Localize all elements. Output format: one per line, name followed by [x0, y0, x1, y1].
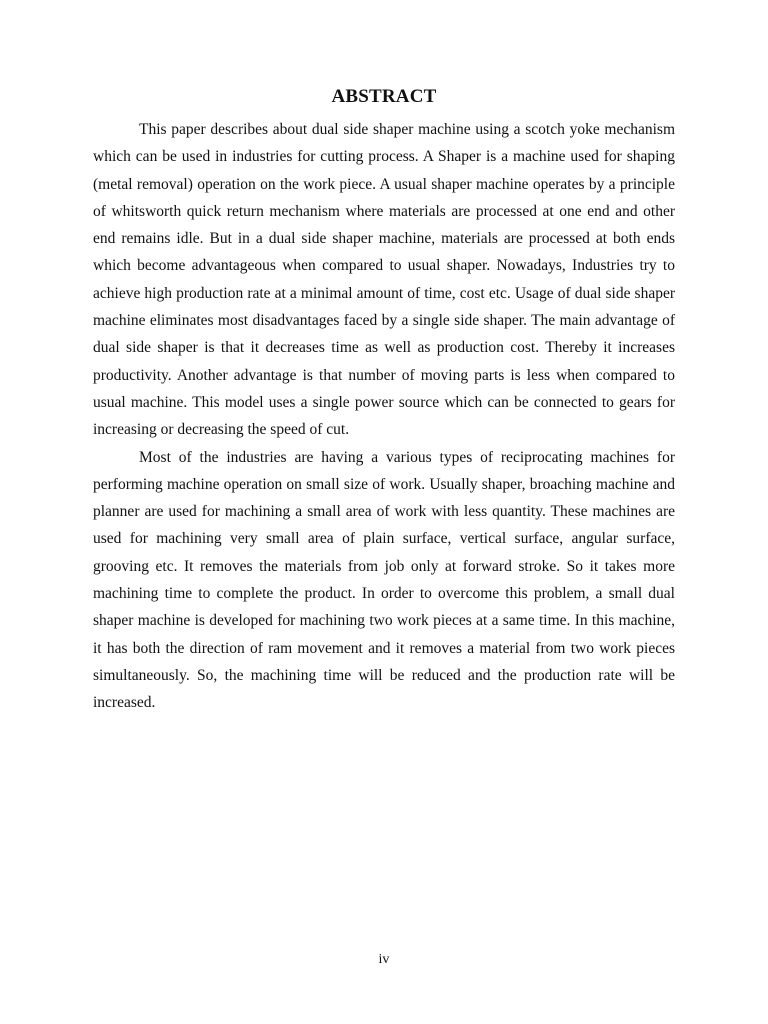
abstract-paragraph-1: This paper describes about dual side shaper machine using a scotch yoke mechanism which can be used in industries for cutting process. A Shaper is a machine used for shaping (metal removal) operation on the work piece. A usual shaper machine operates by a principle of whitsworth quick return mechanism where materials are processed at one end and other end remains idle. But in a dual side shaper machine, materials are processed at both ends which become advantageous when compared to usual shaper. Nowadays, Industries try to achieve high production rate at a minimal amount of time, cost etc. Usage of dual side shaper machine eliminates most disadvantages faced by a single side shaper. The main advantage of dual side shaper is that it decreases time as well as production cost. Thereby it increases productivity. Another advantage is that number of moving parts is less when compared to usual machine. This model uses a single power source which can be connected to gears for increasing or decreasing the speed of cut. [93, 121, 675, 439]
abstract-paragraph-2: Most of the industries are having a various types of reciprocating machines for performing machine operation on small size of work. Usually shaper, broaching machine and planner are used for machining a small area of work with less quantity. These machines are used for machining very small area of plain surface, vertical surface, angular surface, grooving etc. It removes the materials from job only at forward stroke. So it takes more machining time to complete the product. In order to overcome this problem, a small dual shaper machine is developed for machining two work pieces at a same time. In this machine, it has both the direction of ram movement and it removes a material from two work pieces simultaneously. So, the machining time will be reduced and the production rate will be increased. [93, 448, 675, 712]
page-title: ABSTRACT [331, 86, 437, 107]
page-number: iv [378, 952, 390, 967]
abstract-body [93, 116, 675, 717]
